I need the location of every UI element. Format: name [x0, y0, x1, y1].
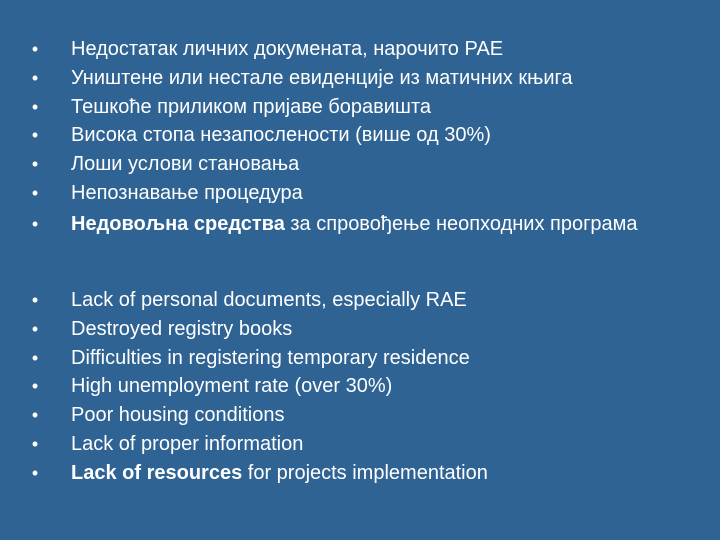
bullet-icon: • [31, 433, 39, 454]
list-item [28, 93, 708, 122]
list-item [28, 64, 708, 93]
bullet-icon: • [31, 39, 39, 59]
item-text: Тешкоће приликом пријаве боравишта [71, 95, 432, 118]
list-item [28, 286, 708, 315]
bullet-icon: • [31, 290, 39, 310]
item-text: for projects implementation [242, 461, 488, 484]
list-item [28, 150, 708, 179]
list-item [28, 35, 708, 64]
item-text: Уништене или нестале евиденције из матичних књига [71, 66, 573, 89]
item-text: Poor housing conditions [71, 404, 285, 427]
item-text: Недостатак личних докумената, нарочито РАЕ [71, 38, 504, 60]
bullet-icon: • [31, 213, 39, 234]
item-text: High unemployment rate (over 30%) [71, 375, 393, 398]
item-text: Destroyed registry books [71, 317, 293, 340]
english-bullet-list [28, 286, 708, 488]
bullet-icon: • [31, 405, 39, 426]
item-text: Непознавање процедура [71, 181, 303, 204]
list-item [28, 344, 708, 373]
list-item [28, 401, 708, 430]
item-text: за спровођење неопходних програма [284, 212, 638, 235]
list-item [28, 208, 708, 236]
bullet-icon: • [31, 182, 39, 203]
bullet-icon: • [31, 376, 39, 397]
bullet-icon: • [31, 347, 39, 368]
bullet-icon: • [31, 154, 39, 175]
list-item [28, 459, 708, 488]
serbian-bullet-list [28, 35, 708, 236]
bullet-icon: • [31, 96, 39, 117]
list-item [28, 372, 708, 401]
item-text: Лоши услови становања [71, 153, 300, 176]
bullet-icon: • [31, 125, 39, 146]
bullet-icon: • [31, 67, 39, 88]
bullet-icon: • [31, 462, 39, 483]
list-item [28, 315, 708, 344]
list-item [28, 430, 708, 459]
list-item [28, 121, 708, 150]
bullet-icon: • [31, 318, 39, 339]
item-text: Висока стопа незапослености (више од 30%) [71, 124, 491, 147]
item-text: Lack of proper information [71, 432, 304, 455]
list-item [28, 179, 708, 208]
item-bold-text: Lack of resources [71, 461, 243, 484]
item-bold-text: Недовољна средства [71, 212, 285, 235]
item-text: Lack of personal documents, especially RAE [71, 289, 467, 311]
item-text: Difficulties in registering temporary residence [71, 346, 470, 369]
